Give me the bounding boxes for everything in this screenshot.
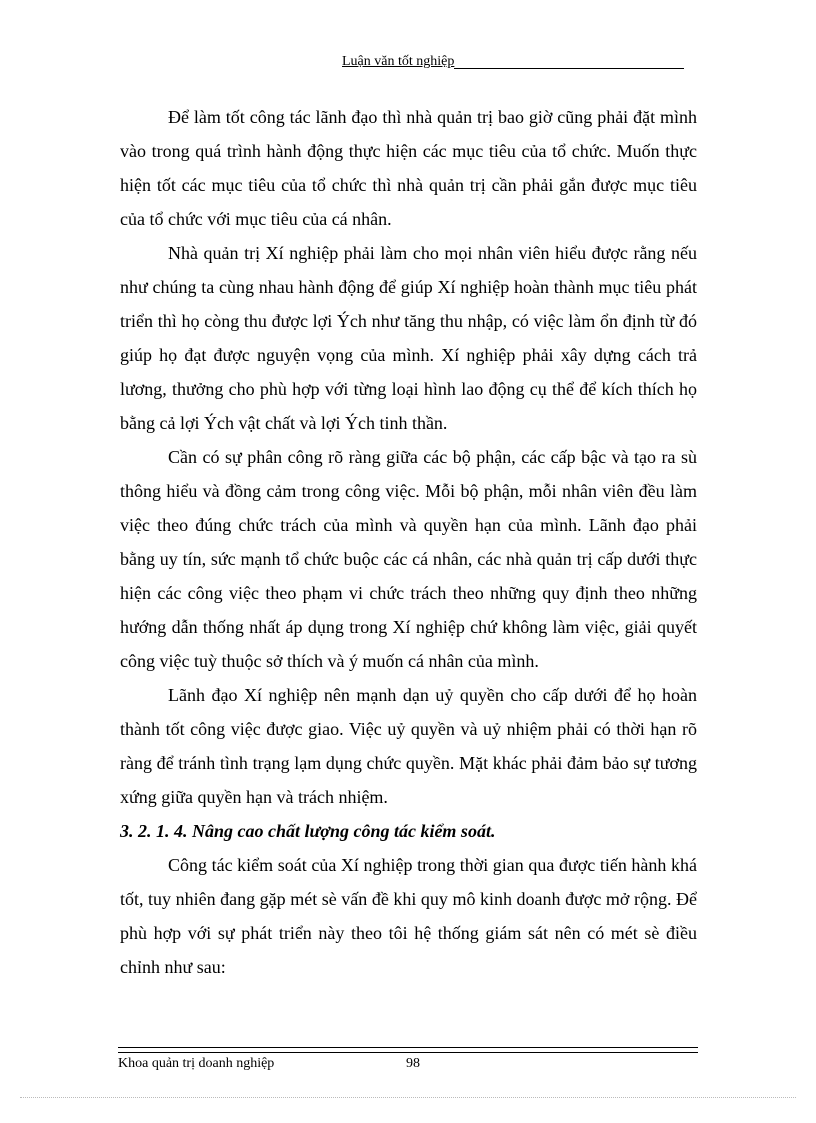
paragraph-5: Công tác kiểm soát của Xí nghiệp trong thời gian qua được tiến hành khá tốt, tuy nhiên đang gặp mét sè vấn đề khi quy mô kinh doanh được mở rộng. Để phù hợp với sự phát triển này theo tôi hệ thống giám sát nên có mét sè điều chỉnh như sau: <box>120 855 697 977</box>
paragraph-2: Nhà quản trị Xí nghiệp phải làm cho mọi nhân viên hiểu được rằng nếu như chúng ta cùng nhau hành động để giúp Xí nghiệp hoàn thành mục tiêu phát triển thì họ còng thu được lợi Ých như tăng thu nhập, có việc làm ổn định từ đó giúp họ đạt được nguyện vọng của mình. Xí nghiệp phải xây dựng cách trả lương, thưởng cho phù hợp với từng loại hình lao động cụ thể để kích thích họ bằng cả lợi Ých vật chất và lợi Ých tinh thần. <box>120 243 697 433</box>
paragraph-1: Để làm tốt công tác lãnh đạo thì nhà quản trị bao giờ cũng phải đặt mình vào trong quá trình hành động thực hiện các mục tiêu của tổ chức. Muốn thực hiện tốt các mục tiêu của tổ chức thì nhà quản trị cần phải gắn được mục tiêu của tổ chức với mục tiêu của cá nhân. <box>120 107 697 229</box>
paragraph-4: Lãnh đạo Xí nghiệp nên mạnh dạn uỷ quyền cho cấp dưới để họ hoàn thành tốt công việc được giao. Việc uỷ quyền và uỷ nhiệm phải có thời hạn rõ ràng để tránh tình trạng lạm dụng chức quyền. Mặt khác phải đảm bảo sự tương xứng giữa quyền hạn và trách nhiệm. <box>120 685 697 807</box>
page-body <box>120 100 697 984</box>
header-title: Luận văn tốt nghiệp <box>342 54 455 69</box>
paragraph-3: Cần có sự phân công rõ ràng giữa các bộ phận, các cấp bậc và tạo ra sù thông hiểu và đồng cảm trong công việc. Mỗi bộ phận, mỗi nhân viên đều làm việc theo đúng chức trách của mình và quyền hạn của mình. Lãnh đạo phải bằng uy tín, sức mạnh tổ chức buộc các cá nhân, các nhà quản trị cấp dưới thực hiện các công việc theo phạm vi chức trách theo những quy định theo những hướng dẫn thống nhất áp dụng trong Xí nghiệp chứ không làm việc, giải quyết công việc tuỳ thuộc sở thích và ý muốn cá nhân của mình. <box>120 447 697 671</box>
page-number: 98 <box>406 1056 420 1071</box>
section-heading: 3. 2. 1. 4. Nâng cao chất lượng công tác kiểm soát. <box>120 821 496 841</box>
header-rule <box>454 68 684 69</box>
page-edge-divider <box>20 1097 796 1098</box>
footer-faculty: Khoa quản trị doanh nghiệp <box>118 1056 275 1071</box>
footer-rule <box>118 1047 698 1053</box>
